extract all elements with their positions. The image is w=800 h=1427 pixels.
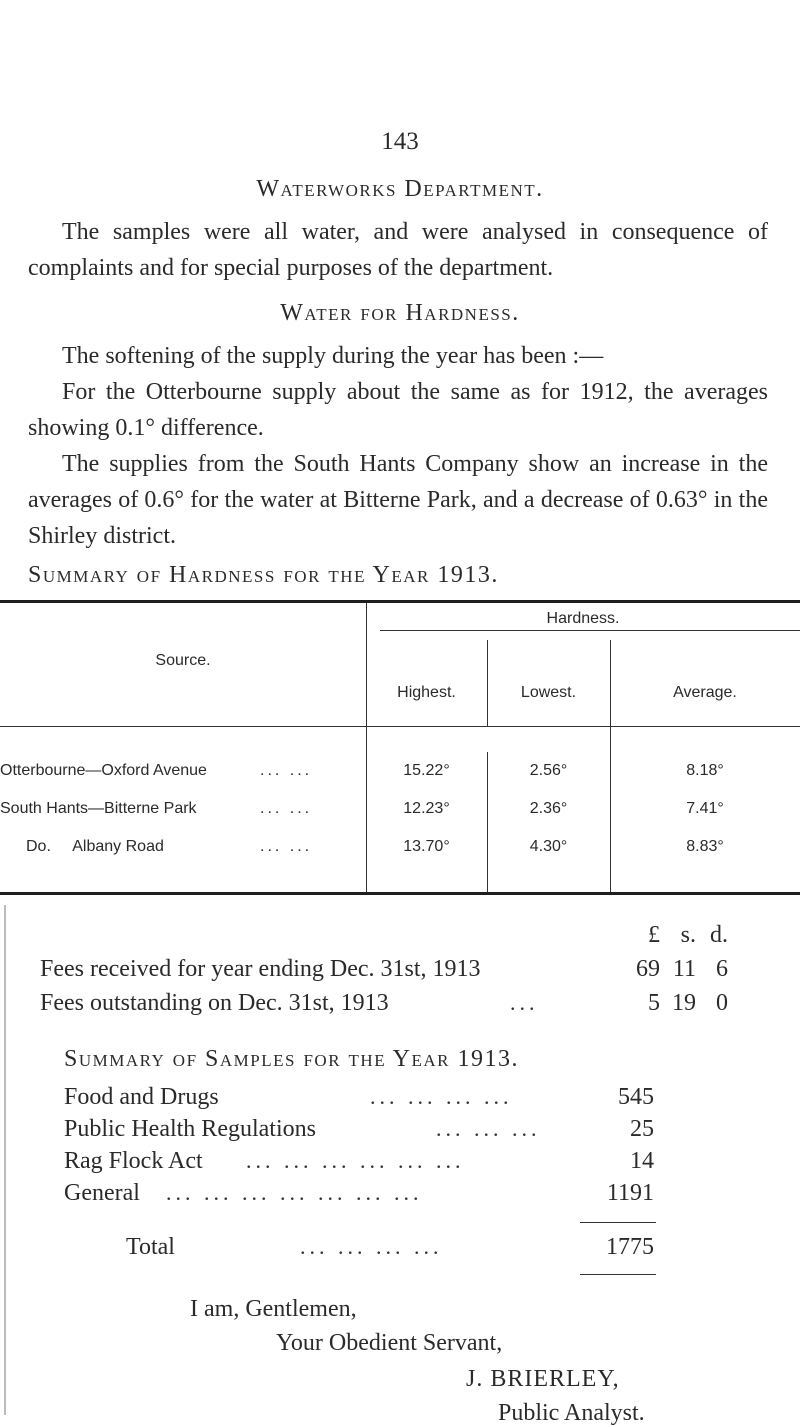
table-row-average: 7.41° [686, 800, 724, 817]
row-leaders: ... ... [260, 800, 313, 817]
hardness-table [0, 600, 800, 896]
sample-value: 14 [630, 1148, 654, 1174]
table-row-lowest: 2.56° [529, 762, 568, 779]
table-top-rule [0, 600, 800, 603]
pence-header: d. [710, 922, 728, 948]
fees-received-pounds: 69 [636, 956, 660, 982]
average-header: Average. [673, 684, 737, 701]
fees-outstanding-label: Fees outstanding on Dec. 31st, 1913 [40, 990, 389, 1016]
table-header-rule [0, 726, 800, 727]
table-row-highest: 15.22° [403, 762, 450, 779]
table-row-source: South Hants—Bitterne Park [0, 800, 197, 817]
table-row-highest: 13.70° [403, 838, 450, 855]
total-rule-top [580, 1222, 656, 1223]
leader-dots: ... ... ... ... ... ... [246, 1148, 465, 1173]
leader-dots: ... ... ... ... [370, 1084, 513, 1109]
leader-dots: ... ... ... ... ... ... ... [166, 1180, 423, 1205]
fees-outstanding-dots: ... [510, 990, 539, 1015]
highest-header: Highest. [397, 684, 456, 701]
fees-received-label: Fees received for year ending Dec. 31st, 1913 [40, 956, 481, 982]
fees-received-pence: 6 [716, 956, 728, 982]
sample-label: Food and Drugs [64, 1084, 219, 1110]
intro-paragraph: The samples were all water, and were analysed in consequence of complaints and for special purposes of the department. [28, 219, 768, 281]
leader-dots: ... ... ... [436, 1116, 541, 1141]
row-leaders: ... ... [260, 838, 313, 855]
fees-outstanding-pounds: 5 [648, 990, 660, 1016]
hardness-heading: Water for Hardness. [280, 300, 520, 326]
lowest-header: Lowest. [520, 684, 577, 701]
sample-value: 1191 [606, 1180, 654, 1206]
sample-label: General [64, 1180, 140, 1206]
table-row-lowest: 4.30° [529, 838, 568, 855]
hardness-header: Hardness. [546, 610, 620, 627]
closing-salutation: I am, Gentlemen, [190, 1296, 357, 1322]
total-rule-bottom [580, 1274, 656, 1275]
fees-outstanding-shillings: 19 [672, 990, 696, 1016]
row-leaders: ... ... [260, 762, 313, 779]
section-title: Waterworks Department. [256, 176, 544, 202]
sample-label: Public Health Regulations [64, 1116, 316, 1142]
closing-servant: Your Obedient Servant, [276, 1330, 503, 1356]
sample-label: Rag Flock Act [64, 1148, 203, 1174]
shillings-header: s. [680, 922, 696, 948]
fees-received-shillings: 11 [672, 956, 696, 982]
table-row-highest: 12.23° [403, 800, 450, 817]
table-row-source: Otterbourne—Oxford Avenue [0, 762, 207, 779]
pounds-header: £ [648, 922, 660, 948]
table-row-source: Do. Albany Road [26, 838, 164, 855]
table-row-lowest: 2.36° [529, 800, 568, 817]
column-divider [487, 640, 488, 726]
margin-line [4, 905, 6, 1415]
signatory-name: J. BRIERLEY, [466, 1366, 620, 1392]
hardness-subheader-rule [380, 630, 800, 631]
table-bottom-rule [0, 892, 800, 895]
fees-outstanding-pence: 0 [716, 990, 728, 1016]
leader-dots: ... ... ... ... [300, 1234, 443, 1259]
summary-samples-heading: Summary of Samples for the Year 1913. [64, 1046, 520, 1072]
total-value: 1775 [606, 1234, 654, 1260]
sample-value: 25 [630, 1116, 654, 1142]
page-number: 143 [381, 128, 419, 155]
source-header: Source. [155, 652, 211, 669]
softening-line: The softening of the supply during the year has been :— [62, 343, 604, 369]
signatory-title: Public Analyst. [498, 1400, 645, 1426]
sample-value: 545 [618, 1084, 654, 1110]
summary-hardness-heading: Summary of Hardness for the Year 1913. [28, 562, 499, 588]
total-label: Total [126, 1234, 175, 1260]
table-row-average: 8.18° [686, 762, 724, 779]
south-hants-paragraph: The supplies from the South Hants Company show an increase in the averages of 0.6° for the water at Bitterne Park, and a decrease of 0.63° in the Shirley district. [28, 451, 768, 549]
otterbourne-paragraph: For the Otterbourne supply about the same as for 1912, the averages showing 0.1° difference. [28, 379, 768, 441]
table-row-average: 8.83° [686, 838, 724, 855]
